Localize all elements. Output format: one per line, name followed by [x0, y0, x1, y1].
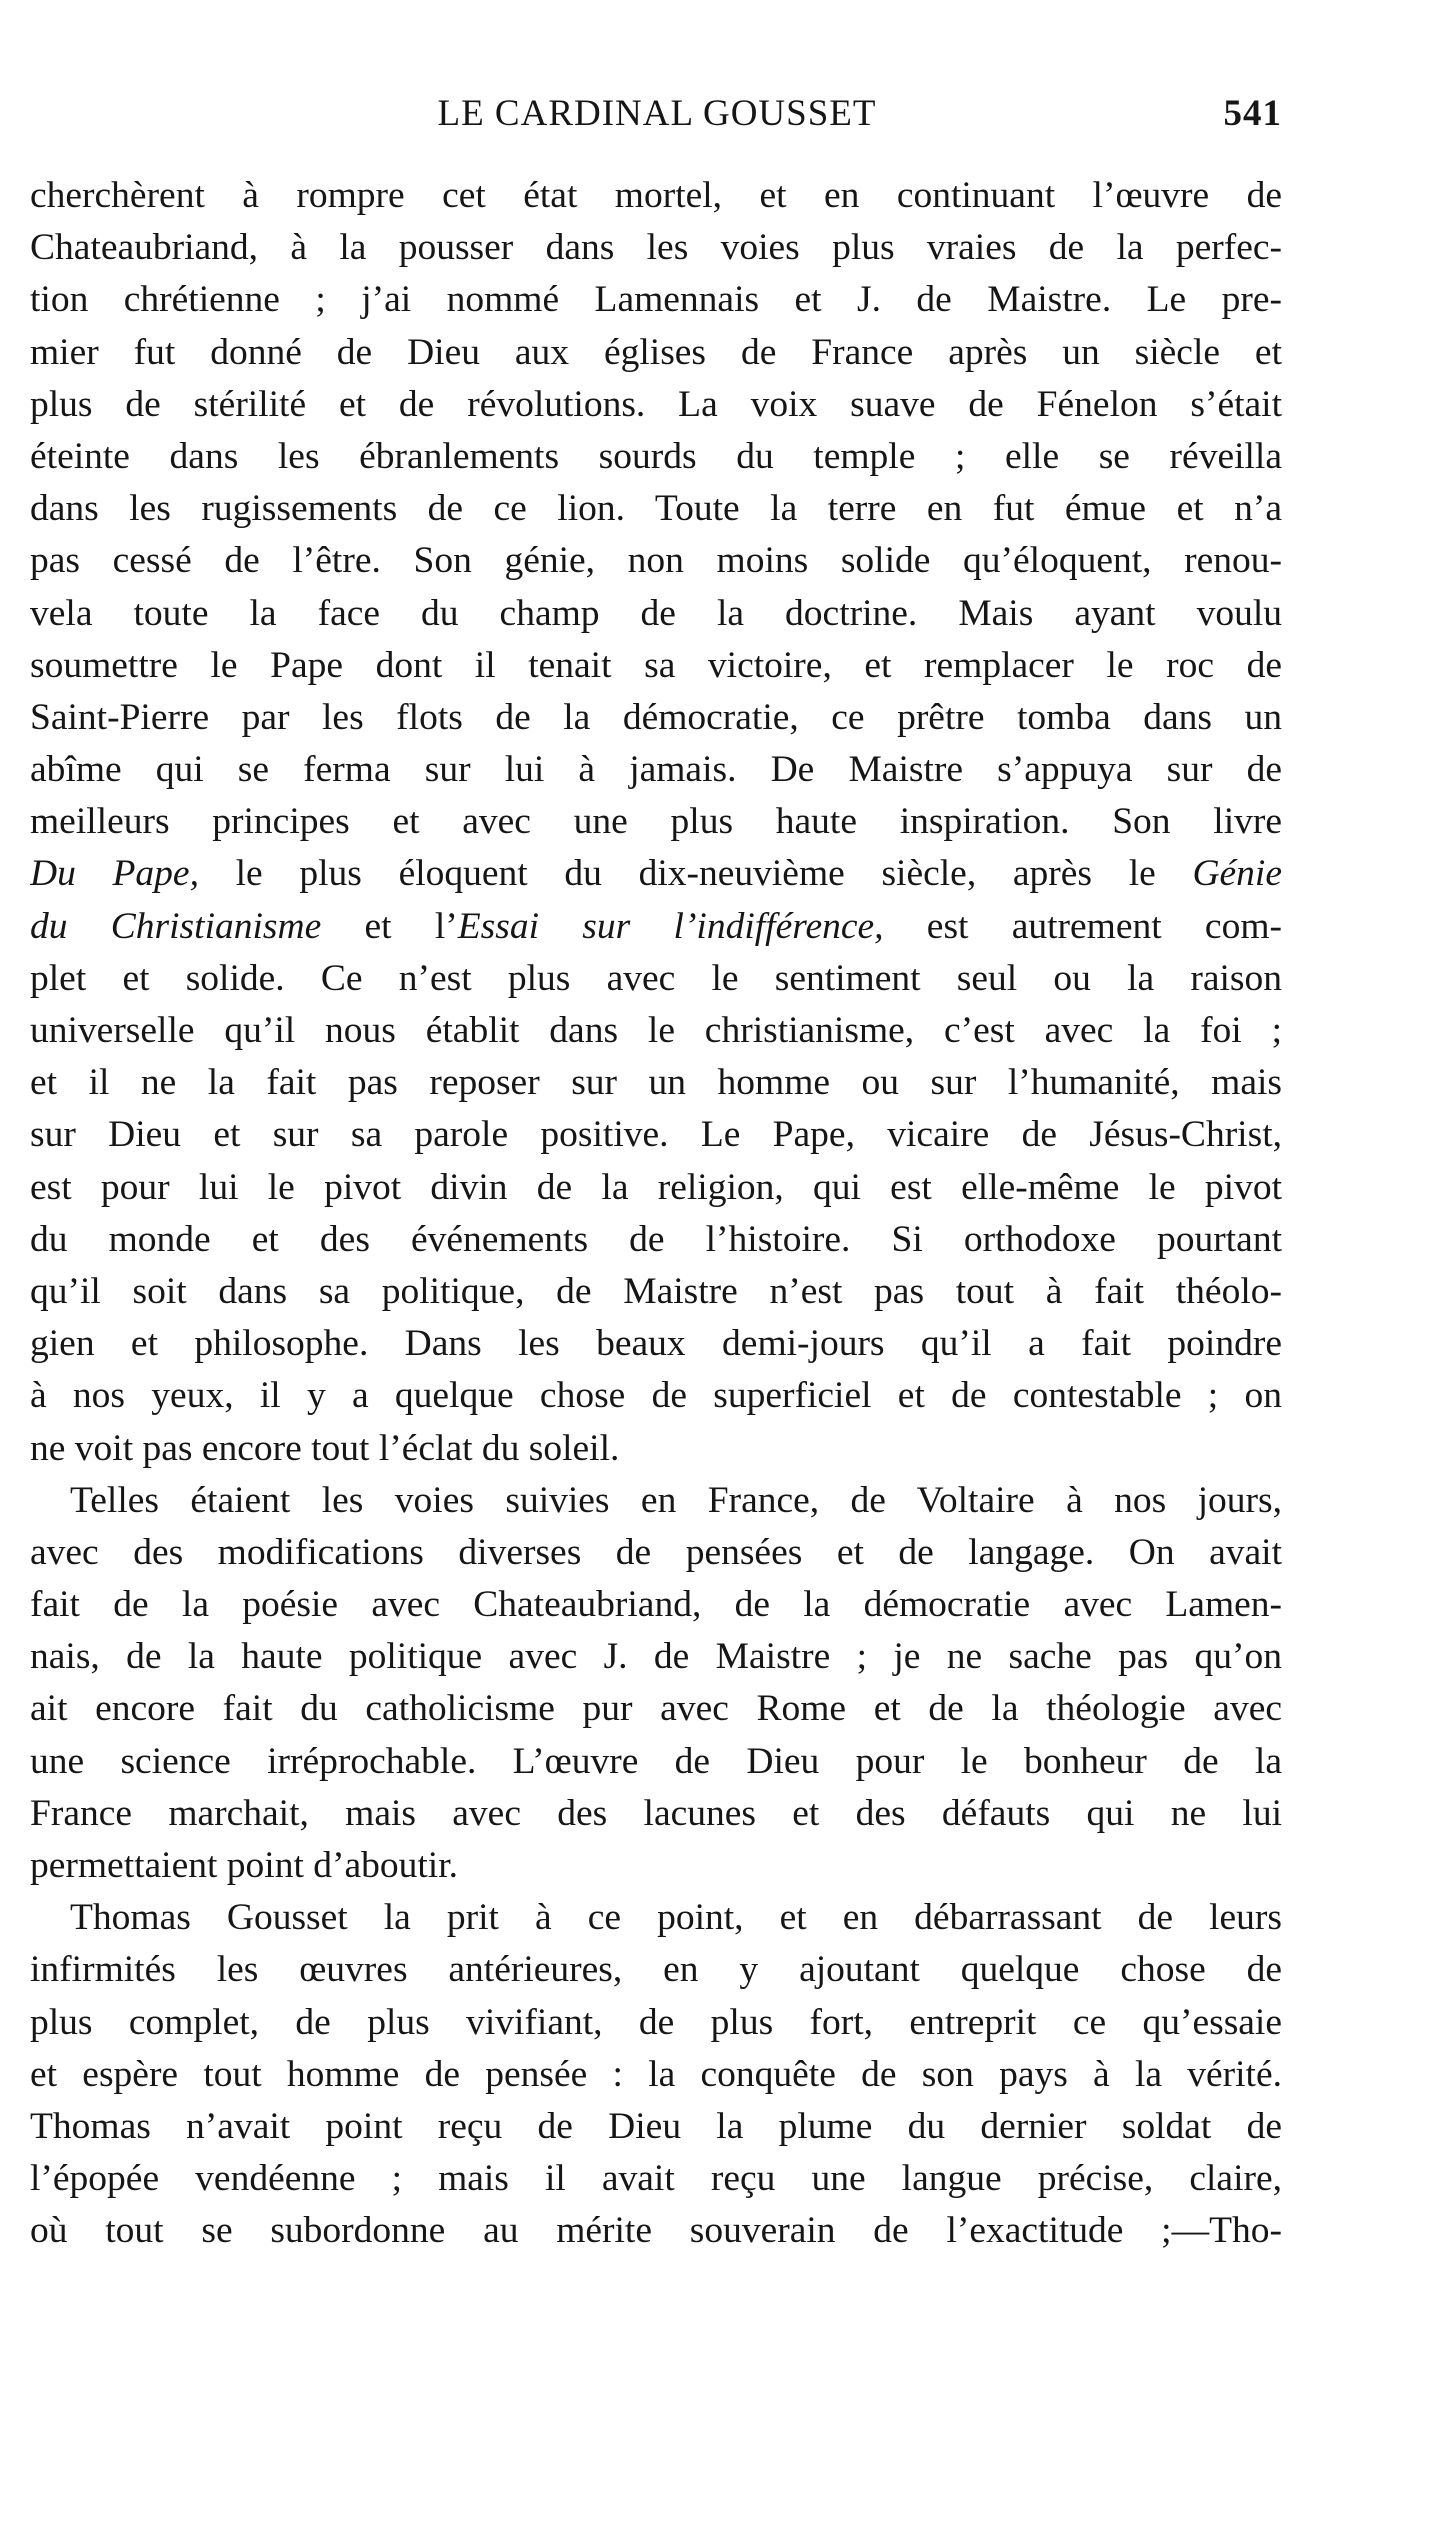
- text-line: Thomas n’avait point reçu de Dieu la plume du dernier soldat de: [30, 2105, 1282, 2147]
- text-line: plus complet, de plus vivifiant, de plus fort, entreprit ce qu’essaie: [30, 2001, 1282, 2043]
- text-line: sur Dieu et sur sa parole positive. Le Pape, vicaire de Jésus-Christ,: [30, 1114, 1282, 1156]
- paragraph-1: [30, 170, 1282, 1475]
- paragraph-3: [30, 1892, 1282, 2257]
- text-line: ne voit pas encore tout l’éclat du soleil.: [30, 1427, 620, 1469]
- text-line: nais, de la haute politique avec J. de Maistre ; je ne sache pas qu’on: [30, 1636, 1282, 1678]
- text-line-with-title: [30, 848, 1282, 900]
- text-line: qu’il soit dans sa politique, de Maistre n’est pas tout à fait théolo-: [30, 1270, 1282, 1312]
- text-line: et espère tout homme de pensée : la conquête de son pays à la vérité.: [30, 2053, 1282, 2095]
- text-line: gien et philosophe. Dans les beaux demi-jours qu’il a fait poindre: [30, 1323, 1282, 1365]
- text-line: une science irréprochable. L’œuvre de Dieu pour le bonheur de la: [30, 1740, 1282, 1782]
- text-line: France marchait, mais avec des lacunes et des défauts qui ne lui: [30, 1792, 1282, 1834]
- text-line: et il ne la fait pas reposer sur un homme ou sur l’humanité, mais: [30, 1062, 1282, 1104]
- text-line: infirmités les œuvres antérieures, en y ajoutant quelque chose de: [30, 1949, 1282, 1991]
- text-line: où tout se subordonne au mérite souverain de l’exactitude ;—Tho-: [30, 2210, 1282, 2252]
- text-line: fait de la poésie avec Chateaubriand, de la démocratie avec Lamen-: [30, 1584, 1282, 1626]
- text-line-with-titles: [30, 901, 1282, 953]
- paragraph-2: [30, 1475, 1282, 1893]
- text-line: soumettre le Pape dont il tenait sa victoire, et remplacer le roc de: [30, 644, 1282, 686]
- book-title-genie: Génie: [1192, 853, 1282, 895]
- text-line: à nos yeux, il y a quelque chose de superficiel et de contestable ; on: [30, 1375, 1282, 1417]
- text-line: Thomas Gousset la prit à ce point, et en débarrassant de leurs: [70, 1897, 1282, 1939]
- body-text: [30, 170, 1282, 2258]
- text-run: est autrement com-: [883, 905, 1282, 947]
- text-line: plus de stérilité et de révolutions. La voix suave de Fénelon s’était: [30, 383, 1282, 425]
- text-line: est pour lui le pivot divin de la religion, qui est elle-même le pivot: [30, 1166, 1282, 1208]
- text-line: permettaient point d’aboutir.: [30, 1845, 459, 1886]
- text-line: ait encore fait du catholicisme pur avec Rome et de la théologie avec: [30, 1688, 1282, 1730]
- text-line: Chateaubriand, à la pousser dans les voies plus vraies de la perfec-: [30, 227, 1282, 269]
- text-line: mier fut donné de Dieu aux églises de France après un siècle et: [30, 331, 1282, 373]
- text-line: dans les rugissements de ce lion. Toute la terre en fut émue et n’a: [30, 488, 1282, 530]
- text-line: tion chrétienne ; j’ai nommé Lamennais et J. de Maistre. Le pre-: [30, 279, 1282, 321]
- text-line: Saint-Pierre par les flots de la démocratie, ce prêtre tomba dans un: [30, 696, 1282, 738]
- text-line: l’épopée vendéenne ; mais il avait reçu une langue précise, claire,: [30, 2158, 1282, 2200]
- page-number: 541: [1223, 93, 1282, 134]
- book-title-christianisme: du Christianisme: [30, 905, 322, 947]
- text-run: le plus éloquent du dix-neuvième siècle, après le: [198, 853, 1193, 895]
- text-run: et l’: [321, 905, 458, 947]
- text-line: meilleurs principes et avec une plus haute inspiration. Son livre: [30, 801, 1282, 843]
- text-line: universelle qu’il nous établit dans le christianisme, c’est avec la foi ;: [30, 1010, 1282, 1051]
- text-line: vela toute la face du champ de la doctrine. Mais ayant voulu: [30, 592, 1282, 634]
- running-head: [32, 92, 1282, 142]
- book-title-essai: Essai sur l’indifférence,: [457, 905, 884, 947]
- running-title: LE CARDINAL GOUSSET: [437, 93, 877, 134]
- text-line: Telles étaient les voies suivies en France, de Voltaire à nos jours,: [70, 1479, 1282, 1521]
- text-line: pas cessé de l’être. Son génie, non moins solide qu’éloquent, renou-: [30, 540, 1282, 582]
- text-line: plet et solide. Ce n’est plus avec le sentiment seul ou la raison: [30, 957, 1282, 999]
- text-line: abîme qui se ferma sur lui à jamais. De Maistre s’appuya sur de: [30, 749, 1282, 791]
- book-title-du-pape: Du Pape,: [30, 853, 199, 895]
- text-line: avec des modifications diverses de pensées et de langage. On avait: [30, 1531, 1282, 1573]
- text-line: du monde et des événements de l’histoire. Si orthodoxe pourtant: [30, 1218, 1282, 1260]
- text-line: cherchèrent à rompre cet état mortel, et en continuant l’œuvre de: [30, 175, 1282, 216]
- text-line: éteinte dans les ébranlements sourds du temple ; elle se réveilla: [30, 435, 1282, 477]
